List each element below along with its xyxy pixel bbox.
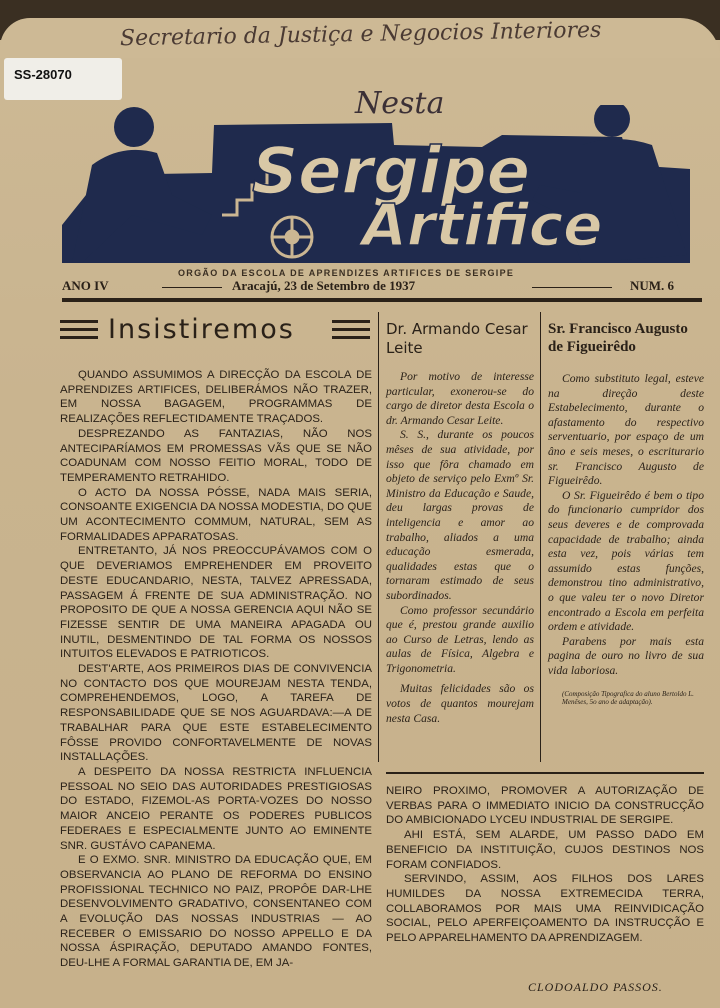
- headline-bars-right: [332, 320, 370, 344]
- paragraph: Parabens por mais esta pagina de ouro no livro de sua vida laboriosa.: [548, 634, 704, 677]
- main-article-body: [60, 368, 372, 971]
- paragraph: O Sr. Figueirêdo é bem o tipo do funcionario cumpridor dos seus deveres e de comprovada capacidade de trabalho; ainda esta vez, pois várias tem assumido estas funções, demonstrou tino administrativo, o que valeu ter o novo Diretor encontrado a Escola em perfeita ordem e atividade.: [548, 488, 704, 634]
- paragraph: S. S., durante os poucos mêses de sua atividade, por isso que fôra chamado em objeto de serviço pelo Exmº Sr. Ministro da Educação e Saude, deu largas provas de inteligencia e amor ao trabalho, aliados a uma educação esmerada, qualidades estas que o tornaram estimado de seus subordinados.: [386, 428, 534, 602]
- paragraph: Como professor secundário que é, prestou grande auxilio ao Curso de Letras, lendo as aulas de Física, Algebra e Trigonometria.: [386, 603, 534, 675]
- issue-place-date: Aracajú, 23 de Setembro de 1937: [232, 278, 416, 293]
- main-headline-text: Insistiremos: [108, 314, 295, 345]
- francisco-article-body: [548, 372, 704, 678]
- handwritten-address: Secretario da Justiça e Negocios Interiores: [119, 17, 602, 52]
- article-signature: CLODOALDO PASSOS.: [528, 980, 663, 994]
- masthead-title-1: Sergipe: [252, 135, 531, 209]
- armando-article: [386, 320, 534, 726]
- paragraph: Por motivo de interesse particular, exonerou-se do cargo de diretor desta Escola o dr. Armando Cesar Leite.: [386, 370, 534, 427]
- issue-number: NUM. 6: [630, 278, 675, 293]
- paragraph: DEST'ARTE, AOS PRIMEIROS DIAS DE CONVIVENCIA NO CONTACTO DOS QUE MOUREJAM NESTA TENDA, COMPREHENDEMOS, LOGO, A TAREFA DE RESPONSABILIDADE QUE SE NOS AGUARDAVA:—A DE TRABALHAR PARA QUE ESTE ESTABELECIMENTO FÔSSE PROVIDO CONFORTAVELMENTE DE NOVAS INSTALLAÇÕES.: [60, 663, 372, 764]
- paragraph: SERVINDO, ASSIM, AOS FILHOS DOS LARES HUMILDES DA NOSSA EXTREMECIDA TERRA, COLLABORAMOS POR MAIS UMA REINVIDICAÇÃO SOCIAL, PELO APERFEIÇOAMENTO DA INSTRUCÇÃO E PELO APPARELHAMENTO DA APRENDIZAGEM.: [386, 873, 704, 945]
- paragraph: NEIRO PROXIMO, PROMOVER A AUTORIZAÇÃO DE VERBAS PARA O IMMEDIATO INICIO DA CONSTRUCÇÃO DO AMBICIONADO LYCEU INDUSTRIAL DE SERGIPE.: [386, 785, 704, 827]
- masthead-title-2: Artifice: [362, 191, 603, 259]
- paragraph: O ACTO DA NOSSA PÓSSE, NADA MAIS SERIA, CONSOANTE EXIGENCIA DA NOSSA MODESTIA, DO QUE UM ACONTECIMENTO COMMUM, NATURAL, SEM AS FORMALIDADES APPARATOSAS.: [60, 486, 372, 543]
- armando-article-body: [386, 370, 534, 726]
- armando-headline: Dr. Armando Cesar Leite: [386, 320, 528, 357]
- masthead-subtitle: ORGÃO DA ESCOLA DE APRENDIZES ARTIFICES DE SERGIPE: [178, 268, 515, 278]
- francisco-article: [548, 320, 704, 706]
- column-rule: [378, 312, 379, 762]
- handwritten-note: Nesta: [355, 86, 445, 121]
- paragraph: E O EXMO. SNR. MINISTRO DA EDUCAÇÃO QUE, EM OBSERVANCIA AO PLANO DE REFORMA DO ENSINO PROFISSIONAL TECHNICO NO PAIZ, PROPÔE DAR-LHE DESENVOLVIMENTO GRADATIVO, CONSENTANEO COM A EVOLUÇÃO DAS NOSSAS INDUSTRIAS — AO RECEBER O EMISSARIO DO NOSSO APPELLO E DA NOSSA ÁSPIRAÇÃO, DEPUTADO AMANDO FONTES, DEU-LHE A FORMAL GARANTIA DE, EM JA-: [60, 854, 372, 970]
- issue-info-line: [62, 278, 702, 298]
- paragraph: AHI ESTÁ, SEM ALARDE, UM PASSO DADO EM BENEFICIO DA INSTITUIÇÃO, CUJOS DESTINOS NOS FORAM CONFIADOS.: [386, 829, 704, 871]
- francisco-headline: Sr. Francisco Augusto de Figueirêdo: [548, 321, 688, 355]
- headline-bars-left: [60, 320, 98, 344]
- library-tag: [4, 58, 122, 100]
- wheel-icon: [272, 217, 312, 257]
- composition-credit: (Composição Tipografica do aluno Bertoldo L. Menêses, 5o ano de adaptação).: [562, 690, 694, 707]
- paragraph: QUANDO ASSUMIMOS A DIRECÇÃO DA ESCOLA DE APRENDIZES ARTIFICES, DELIBERÁMOS NÃO TRAZER, EM NOSSA BAGAGEM, PROGRAMMAS DE REALIZAÇÕES REFLECTIDAMENTE TRAÇADOS.: [60, 369, 372, 426]
- paragraph: Muitas felicidades são os votos de quantos mourejam nesta Casa.: [386, 682, 534, 725]
- divider: [532, 287, 612, 288]
- header-rule: [62, 298, 702, 302]
- column-rule: [540, 312, 541, 762]
- section-rule: [386, 772, 704, 774]
- main-headline: [60, 312, 372, 352]
- main-article-continuation: [386, 784, 704, 946]
- paragraph: ENTRETANTO, JÁ NOS PREOCCUPÁVAMOS COM O QUE DEVERIAMOS EMPREHENDER EM PROVEITO DESTE EDUCANDARIO, NESTA, TALVEZ APRESSADA, PASSAGEM Á FRENTE DE SUA ADMINISTRAÇÃO. NO PROPOSITO DE QUE A NOSSA GERENCIA AQUI NÃO SE FIZESSE SENTIR DE UMA MANEIRA APAGADA OU INUTIL, DESMENTINDO DE TAL FORMA OS NOSSOS INTUITOS ELEVADOS E PATRIOTICOS.: [60, 545, 372, 661]
- paragraph: DESPREZANDO AS FANTAZIAS, NÃO NOS ANTECIPARÍAMOS EM PROMESSAS VÃS QUE SE NÃO COADUNAM COM NOSSO FEITIO MORAL, TODO DE TEMPERAMENTO RETRAHIDO.: [60, 427, 372, 484]
- divider: [162, 287, 222, 288]
- paragraph: Como substituto legal, esteve na direção deste Estabelecimento, durante o afastamento do respectivo serventuario, por espaço de um âno e seis meses, o escriturario sr. Francisco Augusto de Figueirêdo.: [548, 372, 704, 488]
- masthead-banner: [62, 105, 690, 265]
- issue-year: ANO IV: [62, 278, 109, 293]
- library-tag-text: SS-28070: [14, 67, 72, 82]
- paragraph: A DESPEITO DA NOSSA RESTRICTA INFLUENCIA PESSOAL NO SEIO DAS AUTORIDADES PRESTIGIOSAS DO ESTADO, FIZEMOL-AS PORTA-VOZES DO NOSSO MAIOR ANCEIO PERANTE OS PODERES PUBLICOS FEDERAES E ESPECIALMENTE JUNTO AO EMINENTE SNR. GUSTÁVO CAPANEMA.: [60, 765, 372, 852]
